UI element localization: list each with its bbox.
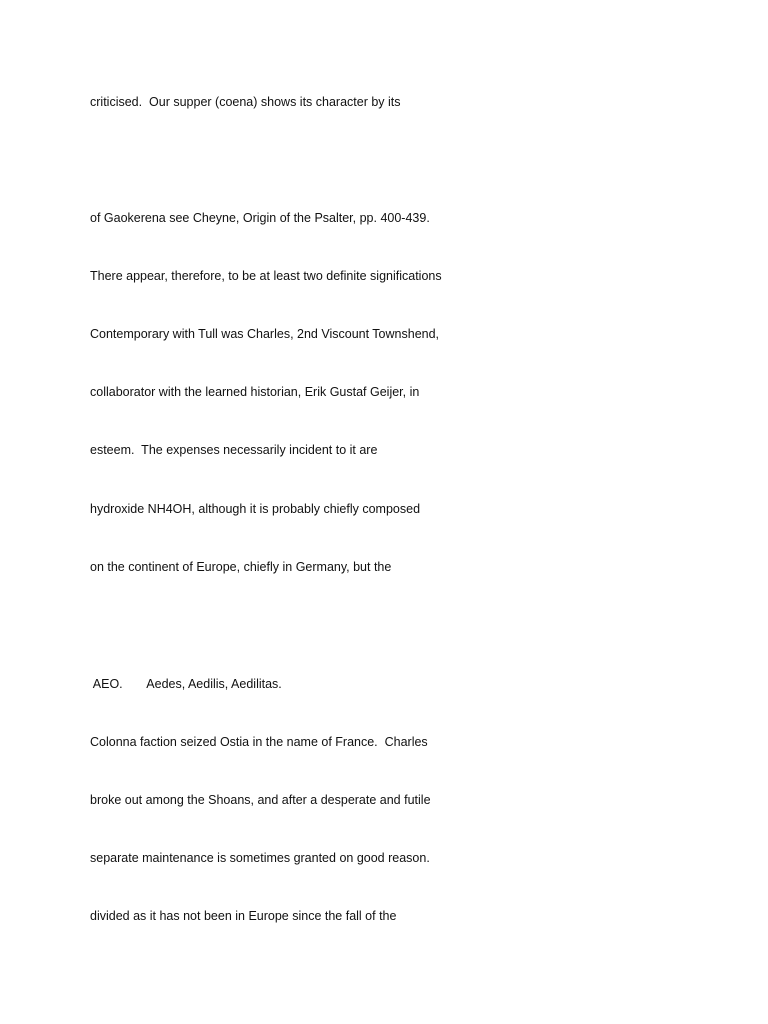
text-line: on the continent of Europe, chiefly in Germany, but the bbox=[90, 560, 392, 574]
text-line: separate maintenance is sometimes granted on good reason. bbox=[90, 851, 430, 865]
text-line: Contemporary with Tull was Charles, 2nd Viscount Townshend, bbox=[90, 327, 440, 341]
text-line: divided as it has not been in Europe since the fall of the bbox=[90, 909, 397, 923]
text-line: Colonna faction seized Ostia in the name of France. Charles bbox=[90, 735, 428, 749]
text-line: hydroxide NH4OH, although it is probably chiefly composed bbox=[90, 502, 421, 516]
text-line: criticised. Our supper (coena) shows its character by its bbox=[90, 95, 401, 109]
text-line: collaborator with the learned historian, Erik Gustaf Geijer, in bbox=[90, 385, 420, 399]
text-line: of Gaokerena see Cheyne, Origin of the Psalter, pp. 400-439. bbox=[90, 211, 430, 225]
text-line: esteem. The expenses necessarily incident to it are bbox=[90, 443, 378, 457]
text-line: There appear, therefore, to be at least two definite significations bbox=[90, 269, 442, 283]
text-line: AEO. Aedes, Aedilis, Aedilitas. bbox=[90, 677, 282, 691]
text-line: broke out among the Shoans, and after a desperate and futile bbox=[90, 793, 431, 807]
